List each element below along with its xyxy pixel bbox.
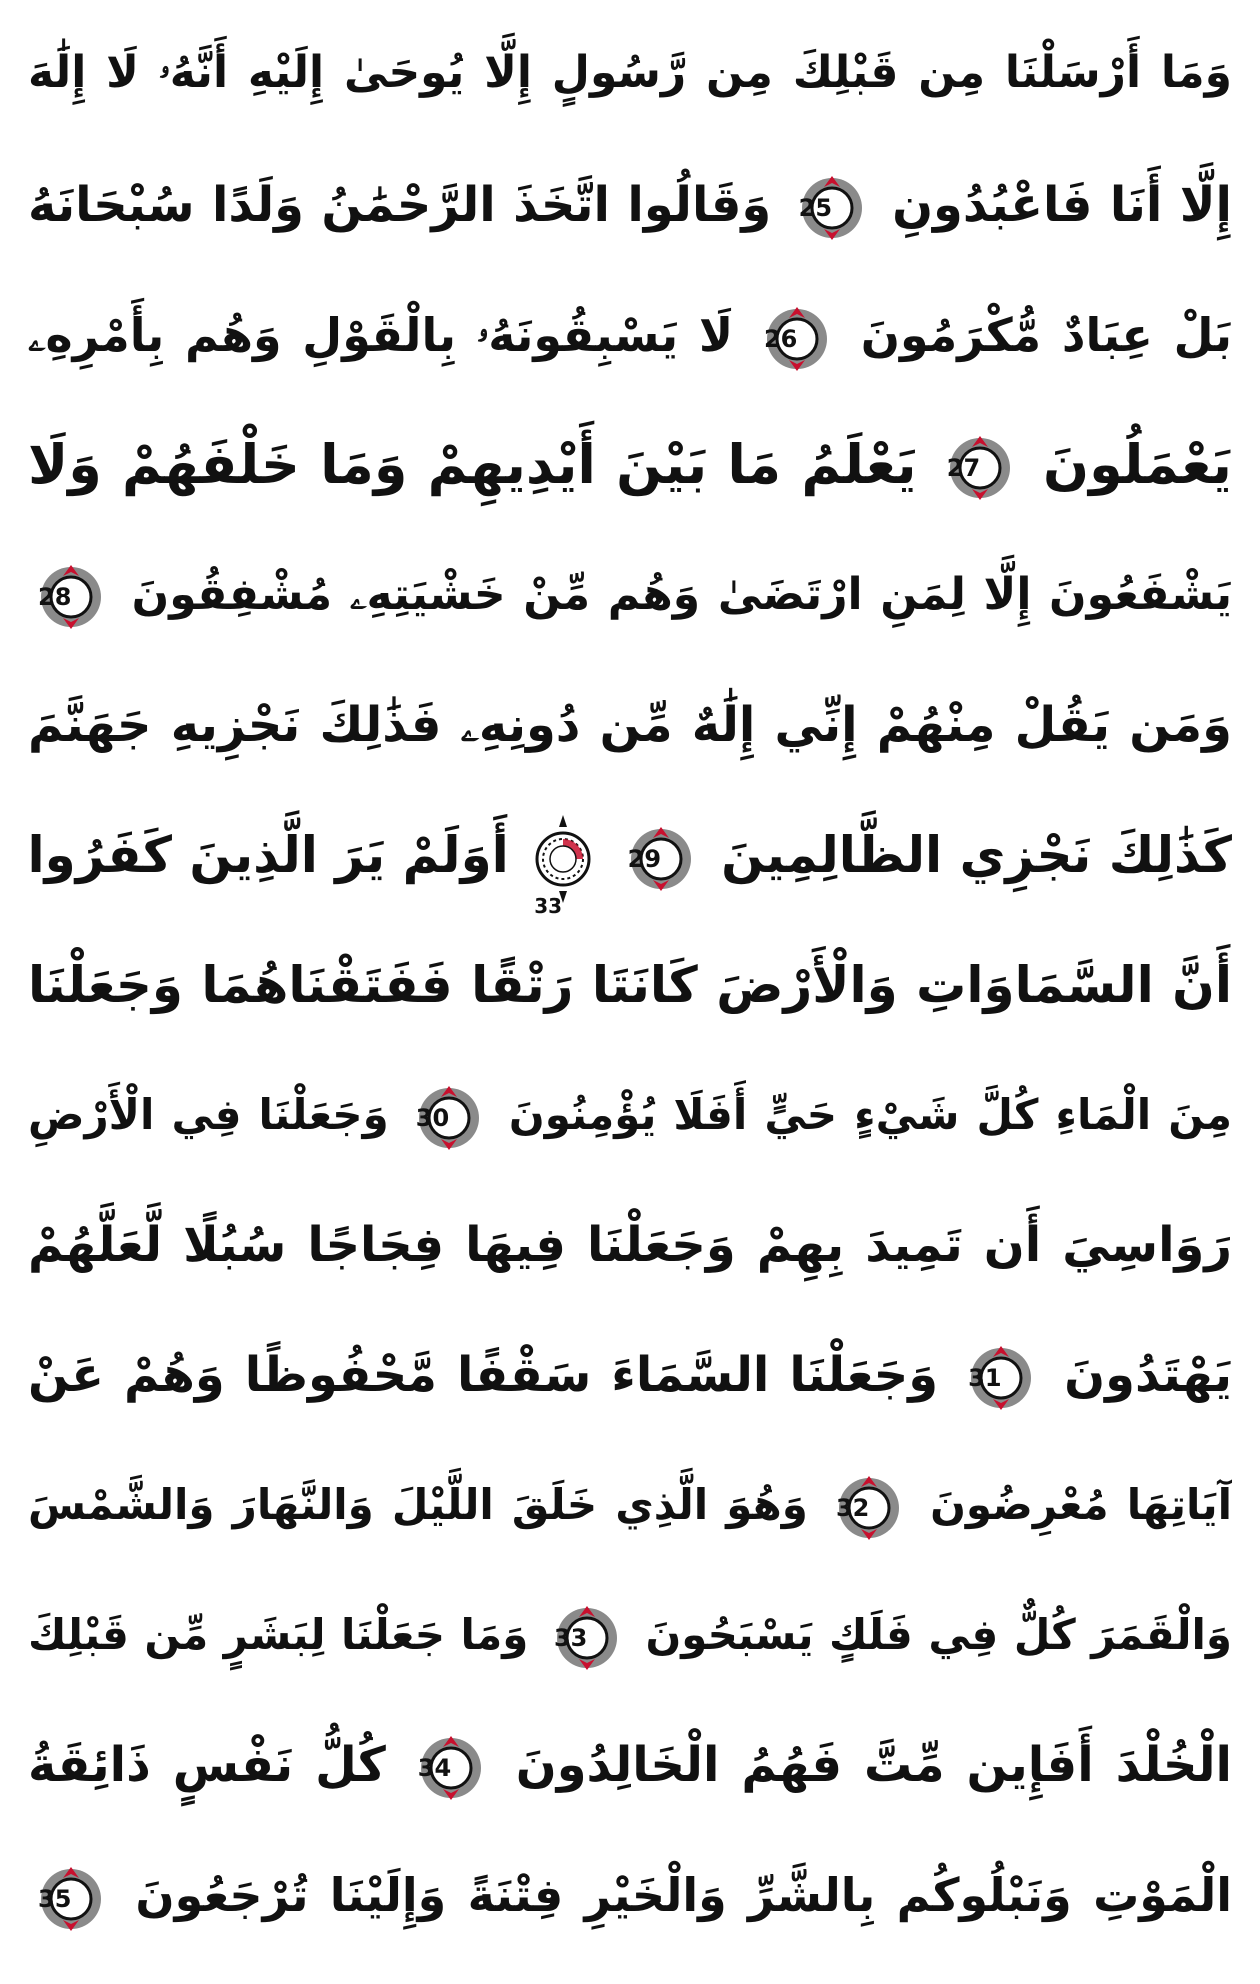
quran-line-7	[28, 790, 1232, 920]
line-text: إِلَّا أَنَا فَاعْبُدُونِ	[892, 177, 1232, 233]
quran-line-10	[28, 1180, 1232, 1310]
line-text: يَهْتَدُونَ	[1064, 1347, 1232, 1403]
line-text: أَوَلَمْ يَرَ الَّذِينَ كَفَرُوا	[28, 826, 509, 884]
quran-line-14	[28, 1700, 1232, 1830]
ayah-end-rosette-icon	[418, 1735, 484, 1801]
hizb-quarter-medallion-icon	[534, 813, 592, 918]
line-text: كُلُّ نَفْسٍ ذَائِقَةُ	[28, 1737, 386, 1793]
quran-line-1	[28, 8, 1232, 140]
ayah-end-rosette-icon	[799, 175, 865, 241]
ayah-number: 25	[798, 194, 833, 222]
line-text: مِنَ الْمَاءِ كُلَّ شَيْءٍ حَيٍّ أَفَلَا يُؤْمِنُونَ	[508, 1090, 1232, 1139]
line-text: وَمَا جَعَلْنَا لِبَشَرٍ مِّن قَبْلِكَ	[28, 1610, 529, 1659]
quran-line-2	[28, 140, 1232, 270]
ayah-number: 32	[835, 1493, 870, 1522]
line-text: رَوَاسِيَ أَن تَمِيدَ بِهِمْ وَجَعَلْنَا فِيهَا فِجَاجًا سُبُلًا لَّعَلَّهُمْ	[28, 1217, 1232, 1273]
ayah-end-rosette-icon	[554, 1605, 620, 1671]
line-text: وَهُوَ الَّذِي خَلَقَ اللَّيْلَ وَالنَّهَارَ وَالشَّمْسَ	[28, 1480, 808, 1529]
line-text: وَقَالُوا اتَّخَذَ الرَّحْمَٰنُ وَلَدًا سُبْحَانَهُ	[28, 177, 772, 233]
ayah-number: 33	[553, 1623, 588, 1652]
ayah-end-rosette-icon	[947, 435, 1013, 501]
line-text: أَنَّ السَّمَاوَاتِ وَالْأَرْضَ كَانَتَا رَتْقًا فَفَتَقْنَاهُمَا وَجَعَلْنَا	[28, 956, 1232, 1014]
ayah-number: 27	[946, 454, 981, 483]
quran-line-4	[28, 400, 1232, 530]
ayah-number: 34	[417, 1754, 452, 1782]
quran-line-11	[28, 1310, 1232, 1440]
line-text: وَجَعَلْنَا فِي الْأَرْضِ	[28, 1090, 389, 1139]
line-text: وَجَعَلْنَا السَّمَاءَ سَقْفًا مَّحْفُوظًا وَهُمْ عَنْ	[28, 1347, 939, 1403]
ayah-end-rosette-icon	[836, 1475, 902, 1541]
ayah-end-rosette-icon	[628, 826, 694, 892]
ayah-number: 31	[968, 1364, 1002, 1392]
ayah-number: 26	[763, 324, 798, 353]
line-text: الْمَوْتِ وَنَبْلُوكُم بِالشَّرِّ وَالْخَيْرِ فِتْنَةً وَإِلَيْنَا تُرْجَعُونَ	[135, 1868, 1232, 1922]
line-text: كَذَٰلِكَ نَجْزِي الظَّالِمِينَ	[721, 826, 1232, 884]
ayah-end-rosette-icon	[38, 1866, 104, 1932]
ayah-number: 29	[627, 844, 662, 873]
line-text: لَا يَسْبِقُونَهُۥ بِالْقَوْلِ وَهُم بِأَمْرِهِۦ	[28, 308, 734, 362]
line-text: يَعْلَمُ مَا بَيْنَ أَيْدِيهِمْ وَمَا خَلْفَهُمْ وَلَا	[28, 433, 917, 496]
ayah-number: 30	[415, 1103, 450, 1132]
line-text: وَالْقَمَرَ كُلٌّ فِي فَلَكٍ يَسْبَحُونَ	[645, 1610, 1232, 1659]
line-text: يَشْفَعُونَ إِلَّا لِمَنِ ارْتَضَىٰ وَهُم مِّنْ خَشْيَتِهِۦ مُشْفِقُونَ	[131, 569, 1232, 620]
ayah-end-rosette-icon	[764, 306, 830, 372]
line-text: آيَاتِهَا مُعْرِضُونَ	[930, 1480, 1232, 1529]
ayah-number: 35	[38, 1884, 72, 1913]
line-text: وَمَا أَرْسَلْنَا مِن قَبْلِكَ مِن رَّسُولٍ إِلَّا يُوحَىٰ إِلَيْهِ أَنَّهُۥ لَا إِلَٰهَ	[28, 47, 1232, 98]
quran-line-13	[28, 1570, 1232, 1700]
quran-line-6	[28, 660, 1232, 790]
line-text: وَمَن يَقُلْ مِنْهُمْ إِنِّي إِلَٰهٌ مِّن دُونِهِۦ فَذَٰلِكَ نَجْزِيهِ جَهَنَّمَ	[28, 697, 1232, 753]
line-text: يَعْمَلُونَ	[1043, 433, 1232, 496]
quran-line-8	[28, 920, 1232, 1050]
ayah-end-rosette-icon	[416, 1085, 482, 1151]
ayah-end-rosette-icon	[38, 564, 104, 630]
line-text: الْخُلْدَ أَفَإِين مِّتَّ فَهُمُ الْخَالِدُونَ	[515, 1737, 1232, 1793]
quran-line-5	[28, 530, 1232, 660]
line-text: بَلْ عِبَادٌ مُّكْرَمُونَ	[860, 308, 1232, 362]
quran-line-9	[28, 1050, 1232, 1180]
ayah-number: 28	[38, 583, 72, 611]
quran-line-12	[28, 1440, 1232, 1570]
quran-line-15	[28, 1830, 1232, 1960]
quran-line-3	[28, 270, 1232, 400]
hizb-number: 33	[534, 893, 563, 918]
ayah-end-rosette-icon	[968, 1345, 1034, 1411]
